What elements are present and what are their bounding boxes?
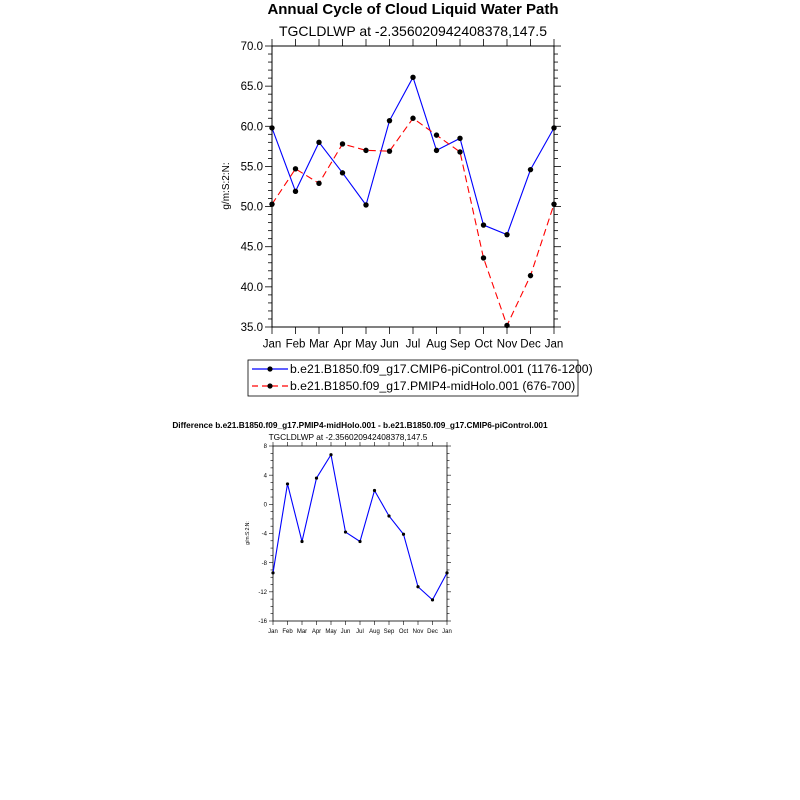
x-tick-label: Apr (333, 338, 352, 351)
y-tick-label: -8 (261, 560, 267, 567)
bottom-chart-plot-area (258, 442, 452, 635)
series-1-point (431, 598, 434, 601)
series-1-point (416, 585, 419, 588)
x-tick-label: Mar (309, 338, 329, 351)
series-2-point (457, 149, 462, 154)
series-1-point (286, 482, 289, 485)
series-1-point (340, 170, 345, 175)
legend-label-series-1: b.e21.B1850.f09_g17.CMIP6-piControl.001 (1176-1200) (290, 362, 593, 376)
x-tick-label: Mar (296, 629, 308, 635)
x-tick-label: Apr (311, 629, 322, 635)
bottom-chart-title: Difference b.e21.B1850.f09_g17.PMIP4-midHolo.001 - b.e21.B1850.f09_g17.CMIP6-piControl.001 (172, 420, 548, 430)
series-2-point (481, 255, 486, 260)
series-2-point (340, 141, 345, 146)
series-2-point (363, 148, 368, 153)
x-tick-label: Jan (262, 338, 282, 351)
series-2-point (551, 201, 556, 206)
x-tick-label: Aug (369, 629, 380, 635)
x-tick-label: Jun (340, 629, 351, 635)
top-chart-title: Annual Cycle of Cloud Liquid Water Path (267, 1, 559, 18)
series-2-point (316, 181, 321, 186)
y-tick-label: 60.0 (240, 121, 263, 134)
legend-marker-series-2 (267, 383, 272, 388)
top-chart (221, 1, 563, 351)
legend-label-series-2: b.e21.B1850.f09_g17.PMIP4-midHolo.001 (676-700) (290, 379, 576, 393)
x-tick-label: Jun (380, 338, 399, 351)
series-1-point (329, 453, 332, 456)
x-tick-label: May (325, 629, 337, 635)
y-tick-label: 50.0 (240, 201, 263, 214)
series-1-point (271, 571, 274, 574)
x-tick-label: Jan (544, 338, 564, 351)
y-tick-label: 45.0 (240, 241, 263, 254)
series-1-point (316, 140, 321, 145)
x-tick-label: Oct (398, 629, 409, 635)
series-line-1 (272, 77, 554, 234)
x-tick-label: Jul (405, 338, 421, 351)
series-2-point (410, 116, 415, 121)
y-tick-label: -16 (258, 619, 267, 626)
top-chart-subtitle: TGCLDLWP at -2.356020942408378,147.5 (278, 23, 548, 39)
series-1-point (402, 533, 405, 536)
series-1-point (315, 476, 318, 479)
top-chart-ylabel: g/m:S:2:N: (221, 162, 232, 210)
series-1-point (344, 530, 347, 533)
x-tick-label: Jan (268, 629, 278, 635)
series-2-point (528, 273, 533, 278)
y-tick-label: -12 (258, 589, 267, 596)
x-tick-label: Dec (427, 629, 438, 635)
x-tick-label: Dec (520, 338, 541, 351)
y-tick-label: 0 (263, 502, 267, 509)
series-2-point (387, 148, 392, 153)
series-2-point (269, 201, 274, 206)
plot-frame (272, 46, 554, 327)
x-tick-label: Feb (282, 629, 293, 635)
series-1-point (528, 167, 533, 172)
series-1-point (363, 202, 368, 207)
x-tick-label: Jul (356, 629, 364, 635)
legend-marker-series-1 (267, 366, 272, 371)
x-tick-label: Nov (496, 338, 518, 351)
plot-frame (273, 446, 447, 621)
y-tick-label: 70.0 (240, 41, 263, 54)
series-2-point (434, 132, 439, 137)
series-1-point (358, 540, 361, 543)
top-chart-plot-area (241, 39, 564, 351)
series-1-point (300, 540, 303, 543)
y-tick-label: 65.0 (240, 81, 263, 94)
x-tick-label: Sep (383, 629, 395, 635)
x-tick-label: Aug (426, 338, 447, 351)
series-1-point (373, 489, 376, 492)
bottom-chart-subtitle: TGCLDLWP at -2.356020942408378,147.5 (268, 432, 428, 442)
bottom-chart (172, 420, 548, 635)
series-1-point (434, 148, 439, 153)
series-1-point (269, 125, 274, 130)
x-tick-label: Nov (412, 629, 424, 635)
series-line-1 (273, 455, 447, 600)
y-tick-label: 35.0 (240, 322, 263, 335)
series-1-point (457, 136, 462, 141)
y-tick-label: 40.0 (240, 281, 263, 294)
top-chart-legend (248, 360, 593, 396)
x-tick-label: Sep (449, 338, 471, 351)
series-1-point (387, 514, 390, 517)
bottom-chart-ylabel: g/m:S:2:N: (245, 521, 251, 545)
series-1-point (410, 75, 415, 80)
series-1-point (481, 222, 486, 227)
series-2-point (504, 323, 509, 328)
x-tick-label: Feb (285, 338, 306, 351)
series-2-point (293, 166, 298, 171)
y-tick-label: 8 (263, 444, 267, 451)
series-1-point (387, 118, 392, 123)
series-1-point (445, 571, 448, 574)
series-1-point (551, 125, 556, 130)
series-1-point (293, 189, 298, 194)
x-tick-label: Oct (474, 338, 493, 351)
x-tick-label: May (355, 338, 377, 351)
series-1-point (504, 232, 509, 237)
y-tick-label: 4 (263, 473, 267, 480)
y-tick-label: 55.0 (240, 161, 263, 174)
y-tick-label: -4 (261, 531, 267, 538)
x-tick-label: Jan (442, 629, 452, 635)
